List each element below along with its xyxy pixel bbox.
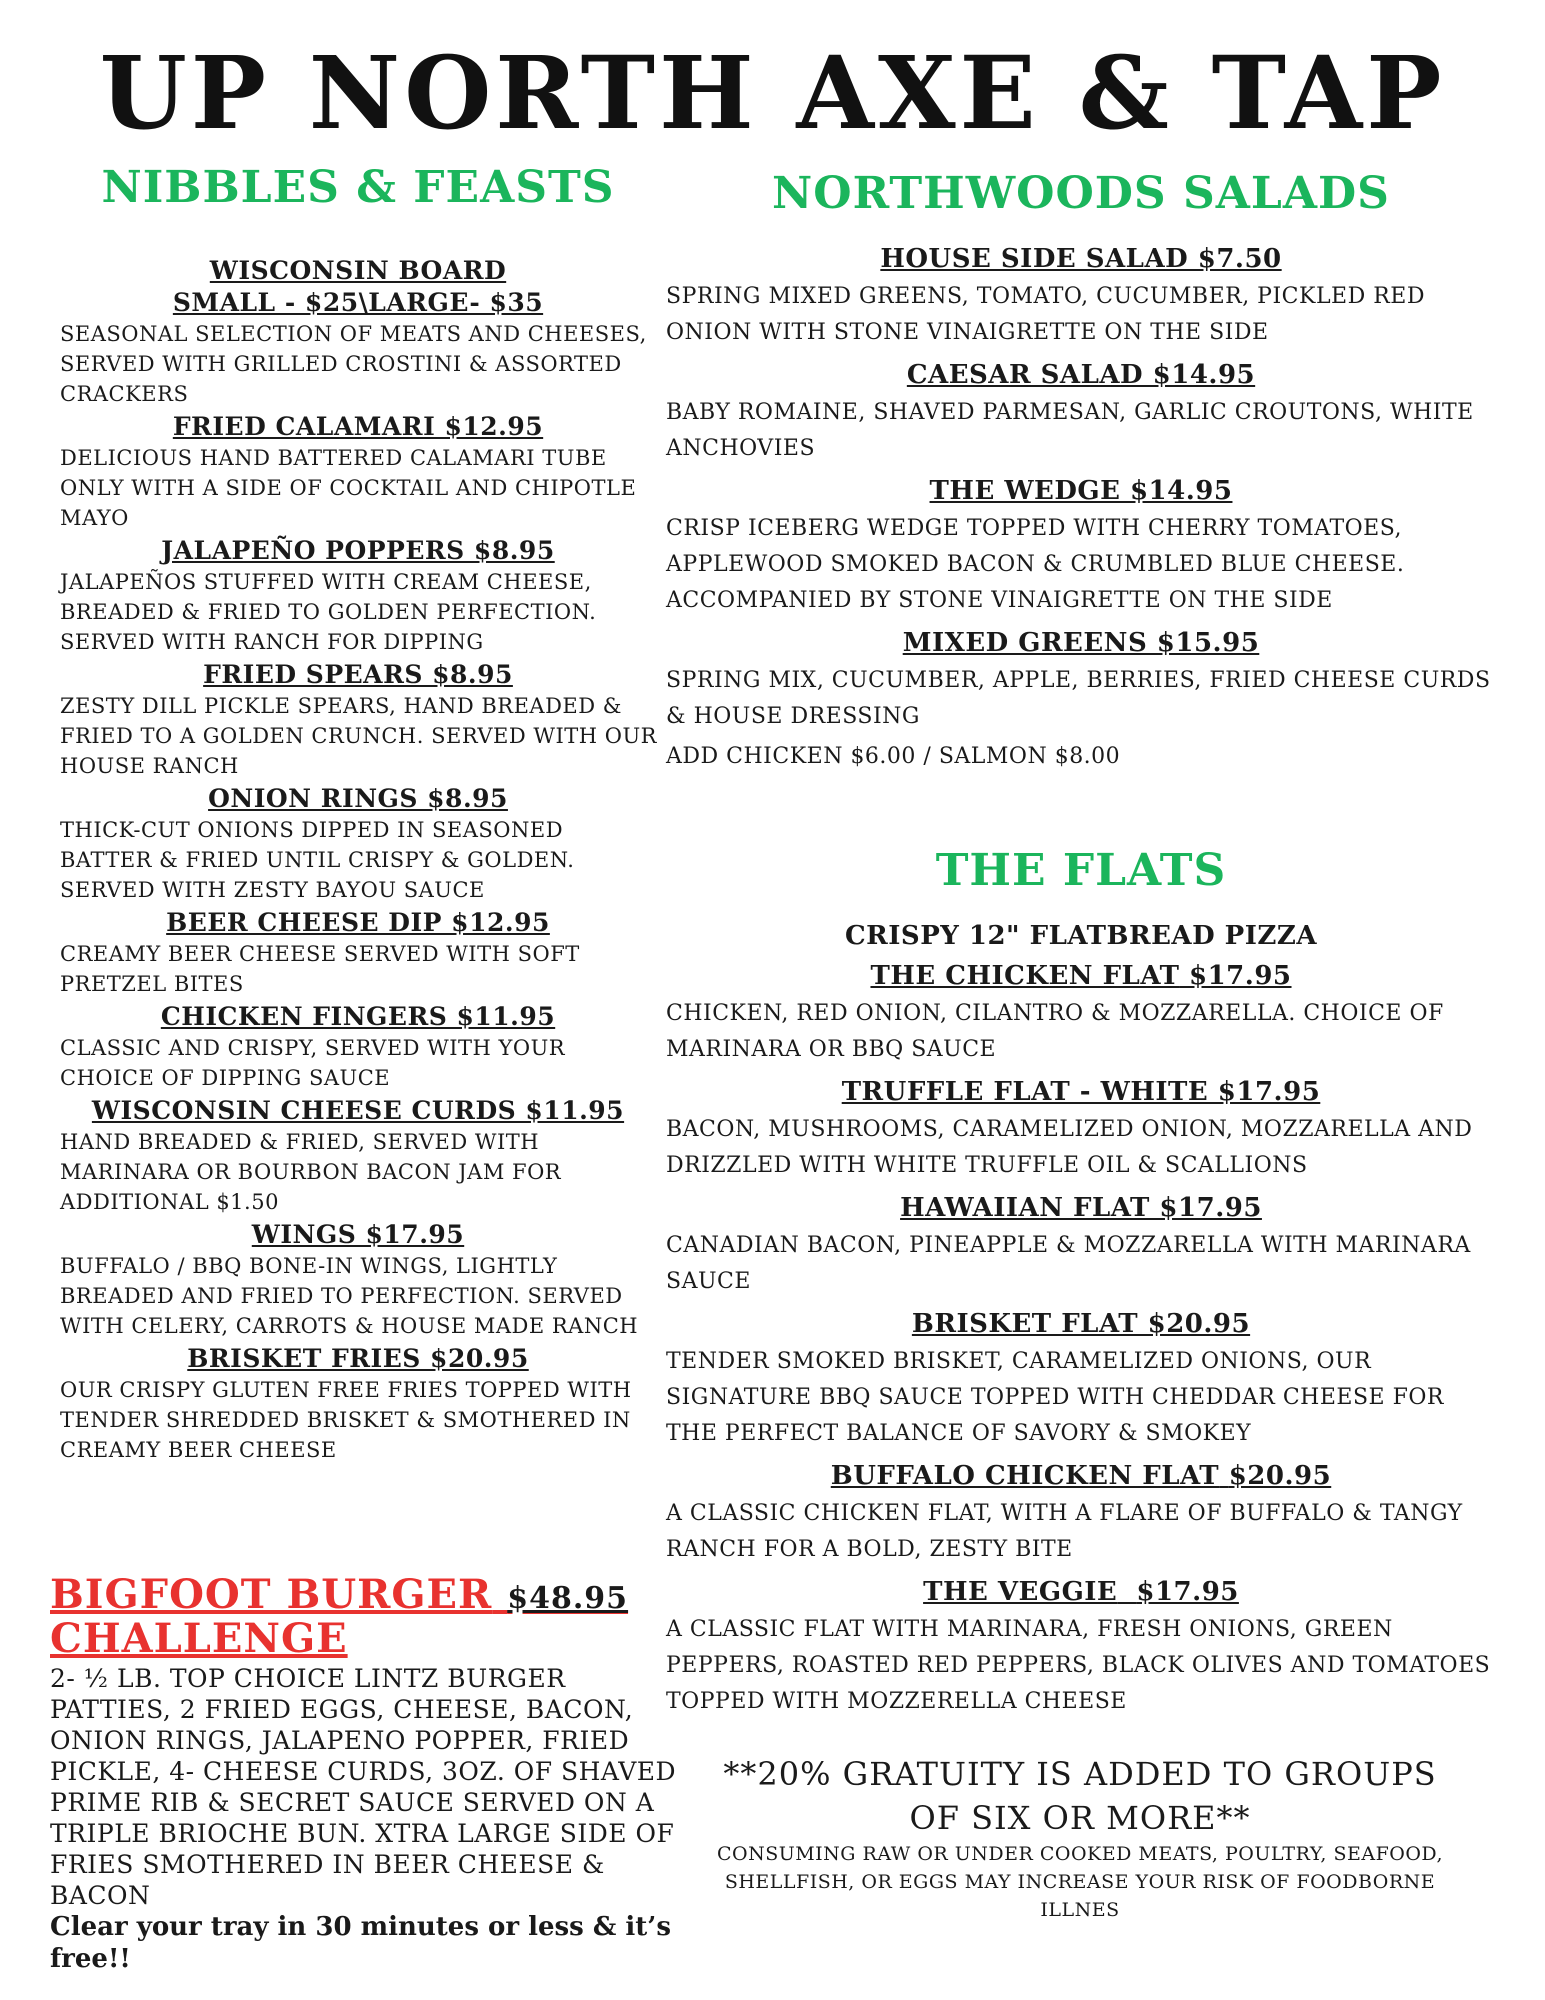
menu-item [666, 956, 1496, 1068]
item-description: SPRING MIXED GREENS, TOMATO, CUCUMBER, PICKLED RED ONION WITH STONE VINAIGRETTE ON THE SIDE [666, 284, 1426, 345]
menu-item [58, 535, 658, 657]
challenge-price: $48.95 [507, 1581, 629, 1616]
menu-item [666, 239, 1496, 351]
item-title: HAWAIIAN FLAT $17.95 [900, 1193, 1262, 1223]
item-title: WISCONSIN CHEESE CURDS $11.95 [91, 1096, 625, 1125]
item-title [666, 1456, 1496, 1496]
menu-item [666, 1304, 1496, 1452]
item-name: THE CHICKEN FLAT [870, 961, 1180, 991]
item-title: JALAPEÑO POPPERS $8.95 [161, 536, 555, 565]
item-description: BACON, MUSHROOMS, CARAMELIZED ONION, MOZZARELLA AND DRIZZLED WITH WHITE TRUFFLE OIL & SCALLIONS [666, 1117, 1473, 1178]
menu-item [58, 907, 658, 999]
menu-item [58, 255, 658, 409]
item-title: BRISKET FRIES $20.95 [187, 1344, 529, 1373]
item-description: BABY ROMAINE, SHAVED PARMESAN, GARLIC CROUTONS, WHITE ANCHOVIES [666, 400, 1474, 461]
menu-item [58, 1001, 658, 1093]
menu-item [666, 1072, 1496, 1184]
item-description: CLASSIC AND CRISPY, SERVED WITH YOUR CHOICE OF DIPPING SAUCE [60, 1036, 566, 1090]
bigfoot-challenge [50, 1571, 690, 1975]
challenge-description: 2- ½ LB. TOP CHOICE LINTZ BURGER PATTIES, 2 FRIED EGGS, CHEESE, BACON, ONION RINGS, JALAPENO POPPER, FRIED PICKLE, 4- CHEESE CURDS, 3OZ. OF SHAVED PRIME RIB & SECRET SAUCE SERVED ON A TRIPLE BRIOCHE BUN. XTRA LARGE SIDE OF FRIES SMOTHERED IN BEER CHEESE & BACON [50, 1664, 677, 1910]
menu-item [58, 411, 658, 533]
item-description: SEASONAL SELECTION OF MEATS AND CHEESES, SERVED WITH GRILLED CROSTINI & ASSORTED CRACKERS [60, 322, 647, 406]
item-description: SPRING MIX, CUCUMBER, APPLE, BERRIES, FRIED CHEESE CURDS & HOUSE DRESSING [666, 668, 1491, 729]
item-title: WINGS $17.95 [251, 1220, 465, 1249]
menu-item [58, 1343, 658, 1465]
item-title: HOUSE SIDE SALAD $7.50 [880, 244, 1282, 274]
item-description: TENDER SMOKED BRISKET, CARAMELIZED ONIONS, OUR SIGNATURE BBQ SAUCE TOPPED WITH CHEDDAR CHEESE FOR THE PERFECT BALANCE OF SAVORY & SMOKEY [666, 1349, 1444, 1446]
gratuity-notice: **20% GRATUITY IS ADDED TO GROUPS OF SIX OR MORE** [723, 1755, 1437, 1837]
nibbles-section [58, 162, 658, 1467]
item-title: ONION RINGS $8.95 [208, 784, 508, 813]
notice-block [700, 1752, 1460, 1924]
item-description: JALAPEÑOS STUFFED WITH CREAM CHEESE, BREADED & FRIED TO GOLDEN PERFECTION. SERVED WITH RANCH FOR DIPPING [60, 570, 597, 654]
item-description: OUR CRISPY GLUTEN FREE FRIES TOPPED WITH TENDER SHREDDED BRISKET & SMOTHERED IN CREAMY BEER CHEESE [60, 1378, 632, 1462]
menu-item [58, 659, 658, 781]
challenge-title [50, 1571, 690, 1619]
salads-heading: NORTHWOODS SALADS [772, 168, 1390, 219]
item-price: $17.95 [1136, 1577, 1239, 1607]
item-title: TRUFFLE FLAT - WHITE $17.95 [841, 1077, 1321, 1107]
item-price: $20.95 [1228, 1461, 1332, 1491]
menu-item [666, 1456, 1496, 1568]
item-name: THE VEGGIE [923, 1577, 1118, 1607]
item-title: WISCONSIN BOARD [209, 256, 507, 285]
menu-item [666, 1188, 1496, 1300]
right-column [666, 168, 1496, 1724]
menu-item [666, 623, 1496, 775]
item-price: $17.95 [1189, 961, 1292, 991]
item-description: A CLASSIC CHICKEN FLAT, WITH A FLARE OF BUFFALO & TANGY RANCH FOR A BOLD, ZESTY BITE [666, 1501, 1463, 1562]
item-description: ZESTY DILL PICKLE SPEARS, HAND BREADED & FRIED TO A GOLDEN CRUNCH. SERVED WITH OUR HOUSE RANCH [60, 694, 657, 778]
item-addon: ADD CHICKEN $6.00 / SALMON $8.00 [666, 744, 1121, 769]
menu-item [58, 1095, 658, 1217]
item-description: CHICKEN, RED ONION, CILANTRO & MOZZARELLA. CHOICE OF MARINARA OR BBQ SAUCE [666, 1001, 1444, 1062]
item-description: CREAMY BEER CHEESE SERVED WITH SOFT PRETZEL BITES [60, 942, 580, 996]
item-title [666, 956, 1496, 996]
challenge-subtitle: CHALLENGE [50, 1615, 348, 1662]
menu-item [666, 471, 1496, 619]
challenge-name: BIGFOOT BURGER [50, 1571, 493, 1618]
item-title: FRIED CALAMARI $12.95 [172, 412, 544, 441]
item-title: CHICKEN FINGERS $11.95 [160, 1002, 556, 1031]
item-title: THE WEDGE $14.95 [929, 476, 1233, 506]
item-description: DELICIOUS HAND BATTERED CALAMARI TUBE ONLY WITH A SIDE OF COCKTAIL AND CHIPOTLE MAYO [60, 446, 637, 530]
item-title: BRISKET FLAT $20.95 [911, 1309, 1251, 1339]
item-title: MIXED GREENS $15.95 [902, 628, 1260, 658]
flats-heading: THE FLATS [935, 845, 1227, 896]
item-description: THICK-CUT ONIONS DIPPED IN SEASONED BATTER & FRIED UNTIL CRISPY & GOLDEN. SERVED WITH ZESTY BAYOU SAUCE [60, 818, 575, 902]
food-safety-disclaimer: CONSUMING RAW OR UNDER COOKED MEATS, POULTRY, SEAFOOD, SHELLFISH, OR EGGS MAY INCREASE YOUR RISK OF FOODBORNE ILLNES [716, 1843, 1444, 1921]
item-price: SMALL - $25\LARGE- $35 [172, 288, 544, 317]
item-title: BEER CHEESE DIP $12.95 [166, 908, 550, 937]
nibbles-heading: NIBBLES & FEASTS [101, 162, 615, 213]
menu-item [666, 355, 1496, 467]
menu-item [666, 1572, 1496, 1720]
item-name: BUFFALO CHICKEN FLAT [830, 1461, 1220, 1491]
item-title: CAESAR SALAD $14.95 [906, 360, 1256, 390]
challenge-reward: Clear your tray in 30 minutes or less & it’s free!! [50, 1912, 671, 1974]
item-title [666, 1572, 1496, 1612]
menu-item [58, 1219, 658, 1341]
item-description: CANADIAN BACON, PINEAPPLE & MOZZARELLA WITH MARINARA SAUCE [666, 1233, 1471, 1294]
flats-subtitle: CRISPY 12" FLATBREAD PIZZA [844, 921, 1318, 951]
item-description: BUFFALO / BBQ BONE-IN WINGS, LIGHTLY BREADED AND FRIED TO PERFECTION. SERVED WITH CELERY, CARROTS & HOUSE MADE RANCH [60, 1254, 639, 1338]
menu-item [58, 783, 658, 905]
item-description: HAND BREADED & FRIED, SERVED WITH MARINARA OR BOURBON BACON JAM FOR ADDITIONAL $1.50 [60, 1130, 562, 1214]
item-description: A CLASSIC FLAT WITH MARINARA, FRESH ONIONS, GREEN PEPPERS, ROASTED RED PEPPERS, BLACK OLIVES AND TOMATOES TOPPED WITH MOZZERELLA CHEESE [666, 1617, 1491, 1714]
item-description: CRISP ICEBERG WEDGE TOPPED WITH CHERRY TOMATOES, APPLEWOOD SMOKED BACON & CRUMBLED BLUE CHEESE. ACCOMPANIED BY STONE VINAIGRETTE ON THE SIDE [666, 516, 1405, 613]
page-title: UP NORTH AXE & TAP [99, 34, 1446, 152]
item-title: FRIED SPEARS $8.95 [203, 660, 513, 689]
